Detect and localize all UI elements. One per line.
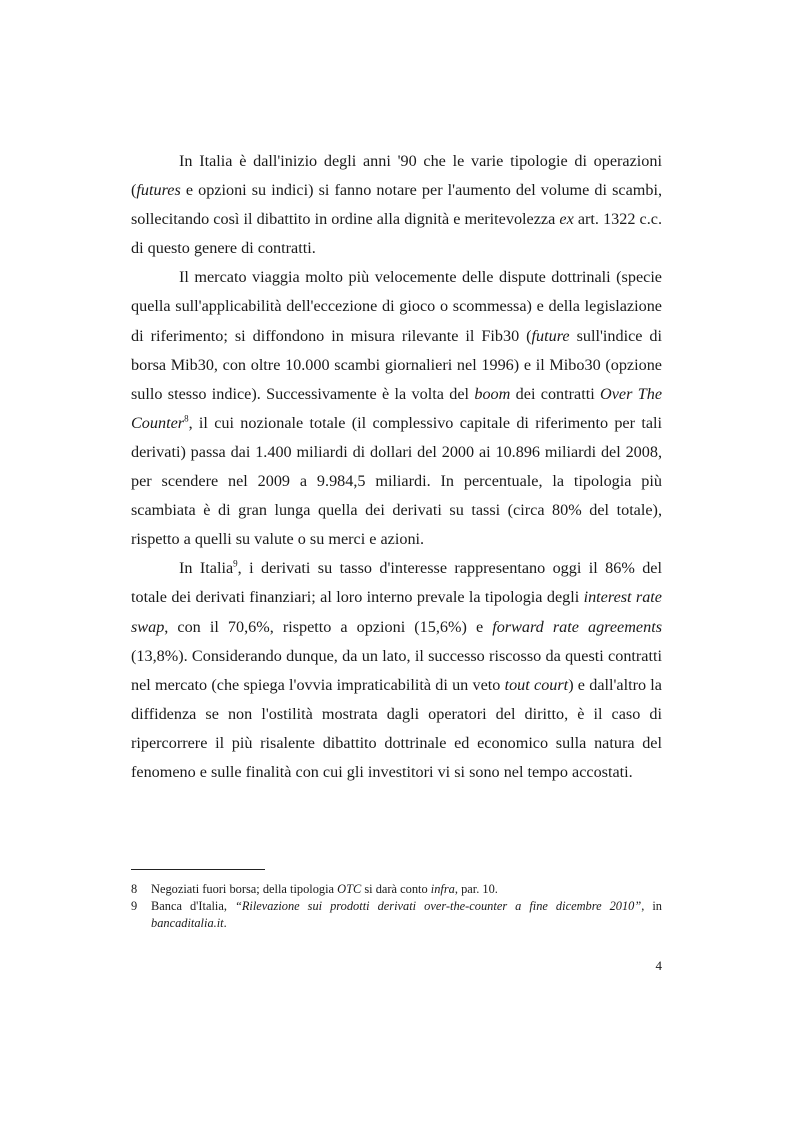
italic-text: “Rilevazione sui prodotti derivati over-the-counter a fine dicembre 2010” [234,899,642,913]
body-text [131,147,662,787]
italic-text: forward rate agreements [492,617,662,636]
text-run: , par. 10. [454,882,498,896]
italic-text: ex [559,210,574,229]
text-run: , in [641,899,662,913]
footnotes [131,881,662,932]
text-run: Il mercato viaggia molto più velocemente delle dispute dottrinali (specie quella sull'applicabilità dell'eccezione di gioco o scommessa) e della legislazione di riferimento; si diffondono in misura rilevante il Fib30 ( [131,268,662,345]
italic-text: interest rate swap [131,588,662,636]
page-number: 4 [655,958,662,973]
text-run: , con il 70,6%, rispetto a opzioni (15,6%) e [164,617,493,636]
footnote-ref: 9 [233,558,238,569]
text-run: . [223,916,227,930]
italic-text: future [531,326,570,345]
italic-text: bancaditalia.it [151,916,224,930]
text-run: sull'indice di borsa Mib30, con oltre 10.000 scambi giornalieri nel 1996) e il Mibo30 (opzione sullo stesso indice). Successivamente è la volta del [131,326,663,403]
paragraph [131,147,662,263]
footnote [131,898,662,932]
text-run: (13,8%). Considerando dunque, da un lato, il successo riscosso da questi contratti nel mercato (che spiega l'ovvia impraticabilità di un veto [131,646,662,694]
italic-text: tout court [504,675,569,694]
italic-text: boom [474,384,511,403]
text-run: Negoziati fuori borsa; della tipologia [151,882,338,896]
italic-text: OTC [337,882,362,896]
text-run: , i derivati su tasso d'interesse rappresentano oggi il 86% del totale dei derivati finanziari; al loro interno prevale la tipologia degli [131,559,662,607]
italic-text: futures [136,181,181,200]
text-run: In Italia [179,559,234,578]
paragraph [131,263,662,554]
text-run: , il cui nozionale totale (il complessivo capitale di riferimento per tali derivati) passa dai 1.400 miliardi di dollari del 2000 ai 10.896 miliardi del 2008, per scendere nel 2009 a 9.984,5 miliardi. In percentuale, la tipologia più scambiata è di gran lunga quella dei derivati su tassi (circa 80% del totale), rispetto a quelli su valute o su merci e azioni. [131,413,662,549]
text-run: e opzioni su indici) si fanno notare per l'aumento del volume di scambi, sollecitando così il dibattito in ordine alla dignità e meritevolezza [131,181,662,229]
footnote-text [151,898,662,932]
paragraph [131,554,662,787]
text-run: dei contratti [510,384,601,403]
footnote-ref: 8 [184,413,189,424]
footnote-separator [131,869,265,870]
text-run: ) e dall'altro la diffidenza se non l'ostilità mostrata dagli operatori del diritto, è il caso di ripercorrere il più risalente dibattito dottrinale ed economico sulla natura del fenomeno e sulle finalità con cui gli investitori vi si sono nel tempo accostati. [131,675,662,781]
italic-text: infra [430,882,455,896]
text-run: Banca d'Italia, [151,899,235,913]
text-run: In Italia è dall'inizio degli anni '90 che le varie tipologie di operazioni ( [131,152,662,200]
footnote [131,881,662,898]
footnote-text [151,881,662,898]
footnote-number: 9 [131,899,138,913]
text-run: art. 1322 c.c. di questo genere di contratti. [131,210,662,258]
footnote-number: 8 [131,882,138,896]
italic-text: Over The Counter [131,384,663,432]
text-run: si darà conto [361,882,431,896]
